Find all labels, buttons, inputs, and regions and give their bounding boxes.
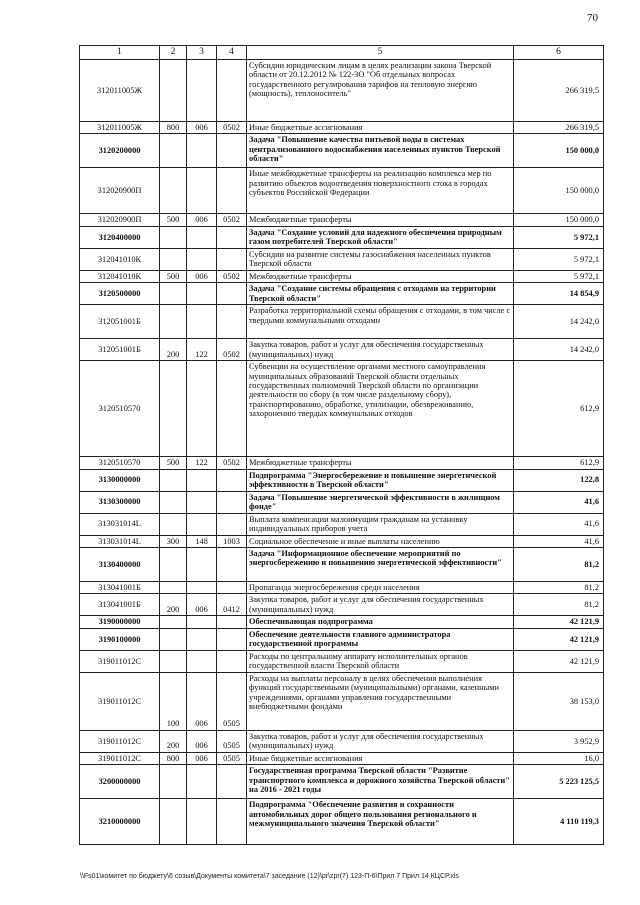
table-row (80, 168, 604, 214)
type-cell: 300 (160, 535, 187, 547)
description-cell: Государственная программа Тверской области "Развитие транспортного комплекса и дорожного хозяйства Тверской области" на 2016 - 2021 годы (247, 765, 514, 799)
table-row (80, 122, 604, 134)
page-number: 70 (587, 12, 598, 24)
section-cell: 0502 (217, 339, 247, 361)
budget-table (79, 45, 604, 845)
type-cell (160, 305, 187, 339)
type-cell (160, 226, 187, 248)
admin-cell: 006 (187, 594, 217, 616)
section-cell: 0505 (217, 730, 247, 752)
section-cell (217, 765, 247, 799)
description-cell: Задача "Информационное обеспечение мероприятий по энергосбережению и повышению энергетической эффективности" (247, 548, 514, 582)
table-row (80, 283, 604, 305)
description-cell: Межбюджетные трансферты (247, 457, 514, 469)
type-cell: 200 (160, 730, 187, 752)
description-cell: Подпрограмма "Энергосбережение и повышение энергетической эффективности в Тверской области" (247, 469, 514, 491)
code-cell: 3190000000 (80, 616, 160, 628)
code-cell: 3130000000 (80, 469, 160, 491)
admin-cell (187, 305, 217, 339)
section-cell: 0502 (217, 457, 247, 469)
header-col-3: 3 (187, 46, 217, 60)
table-row (80, 214, 604, 226)
table-row (80, 361, 604, 457)
type-cell (160, 799, 187, 845)
code-cell: 313041001Б (80, 594, 160, 616)
section-cell (217, 616, 247, 628)
amount-cell: 41,6 (514, 491, 604, 513)
description-cell: Межбюджетные трансферты (247, 270, 514, 282)
section-cell: 0502 (217, 214, 247, 226)
admin-cell (187, 799, 217, 845)
section-cell: 0502 (217, 122, 247, 134)
code-cell: 3120200000 (80, 134, 160, 168)
table-row (80, 582, 604, 594)
table-row (80, 535, 604, 547)
description-cell: Расходы по центральному аппарату исполнительных органов государственной власти Тверской области (247, 650, 514, 672)
description-cell: Подпрограмма "Обеспечение развития и сохранности автомобильных дорог общего пользования регионального и межмуниципального значения Тверской области" (247, 799, 514, 845)
section-cell (217, 650, 247, 672)
type-cell (160, 616, 187, 628)
amount-cell: 14 242,0 (514, 339, 604, 361)
table-row (80, 672, 604, 730)
table-row (80, 650, 604, 672)
description-cell: Расходы на выплаты персоналу в целях обеспечения выполнения функций государственными (муниципальными) органами, казенными учреждениями, органами управления государственными внебюджетными фондами (247, 672, 514, 730)
admin-cell (187, 248, 217, 270)
admin-cell (187, 616, 217, 628)
admin-cell (187, 548, 217, 582)
type-cell: 500 (160, 457, 187, 469)
amount-cell: 150 000,0 (514, 168, 604, 214)
code-cell: 312051001Б (80, 339, 160, 361)
type-cell (160, 582, 187, 594)
type-cell: 200 (160, 339, 187, 361)
description-cell: Закупка товаров, работ и услуг для обеспечения государственных (муниципальных) нужд (247, 730, 514, 752)
code-cell: 3120400000 (80, 226, 160, 248)
section-cell (217, 361, 247, 457)
admin-cell: 122 (187, 457, 217, 469)
type-cell (160, 765, 187, 799)
amount-cell: 150 000,0 (514, 134, 604, 168)
code-cell: 3120500000 (80, 283, 160, 305)
amount-cell: 150 000,0 (514, 214, 604, 226)
code-cell: 3130300000 (80, 491, 160, 513)
type-cell (160, 469, 187, 491)
type-cell (160, 361, 187, 457)
section-cell (217, 226, 247, 248)
type-cell (160, 283, 187, 305)
type-cell (160, 60, 187, 122)
header-col-4: 4 (217, 46, 247, 60)
table-row (80, 305, 604, 339)
description-cell: Межбюджетные трансферты (247, 214, 514, 226)
amount-cell: 122,8 (514, 469, 604, 491)
type-cell: 500 (160, 214, 187, 226)
section-cell: 0502 (217, 270, 247, 282)
description-cell: Выплата компенсации малоимущим гражданам на установку индивидуальных приборов учета (247, 513, 514, 535)
admin-cell (187, 582, 217, 594)
description-cell: Разработка территориальной схемы обращения с отходами, в том числе с твердыми коммунальными отходами (247, 305, 514, 339)
table-row (80, 60, 604, 122)
section-cell (217, 469, 247, 491)
admin-cell (187, 469, 217, 491)
type-cell: 200 (160, 594, 187, 616)
admin-cell: 006 (187, 730, 217, 752)
amount-cell: 3 952,9 (514, 730, 604, 752)
description-cell: Обеспечивающая подпрограмма (247, 616, 514, 628)
admin-cell (187, 361, 217, 457)
code-cell: 319011012С (80, 672, 160, 730)
admin-cell: 006 (187, 214, 217, 226)
code-cell: 319011012С (80, 730, 160, 752)
amount-cell: 41,6 (514, 513, 604, 535)
header-col-2: 2 (160, 46, 187, 60)
admin-cell: 122 (187, 339, 217, 361)
code-cell: 3190100000 (80, 628, 160, 650)
table-row (80, 513, 604, 535)
table-row (80, 799, 604, 845)
admin-cell (187, 60, 217, 122)
type-cell (160, 134, 187, 168)
table-row (80, 248, 604, 270)
type-cell (160, 650, 187, 672)
code-cell: 3210000000 (80, 799, 160, 845)
amount-cell: 16,0 (514, 752, 604, 764)
admin-cell (187, 283, 217, 305)
section-cell (217, 60, 247, 122)
table-row (80, 270, 604, 282)
code-cell: 312011005Ж (80, 122, 160, 134)
code-cell: 312020900П (80, 168, 160, 214)
admin-cell (187, 765, 217, 799)
admin-cell (187, 513, 217, 535)
table-row (80, 469, 604, 491)
description-cell: Обеспечение деятельности главного администратора государственной программы (247, 628, 514, 650)
table-row (80, 226, 604, 248)
amount-cell: 5 972,1 (514, 270, 604, 282)
table-row (80, 548, 604, 582)
code-cell: 312051001Б (80, 305, 160, 339)
section-cell (217, 582, 247, 594)
section-cell (217, 548, 247, 582)
section-cell: 0505 (217, 672, 247, 730)
amount-cell: 81,2 (514, 594, 604, 616)
type-cell: 100 (160, 672, 187, 730)
description-cell: Иные бюджетные ассигнования (247, 752, 514, 764)
table-row (80, 134, 604, 168)
amount-cell: 5 972,1 (514, 248, 604, 270)
amount-cell: 81,2 (514, 582, 604, 594)
table-row (80, 594, 604, 616)
type-cell: 500 (160, 270, 187, 282)
type-cell (160, 548, 187, 582)
admin-cell (187, 226, 217, 248)
code-cell: 3120510570 (80, 457, 160, 469)
code-cell: 312041010К (80, 248, 160, 270)
code-cell: 313041001Б (80, 582, 160, 594)
amount-cell: 612,9 (514, 361, 604, 457)
description-cell: Социальное обеспечение и иные выплаты населению (247, 535, 514, 547)
admin-cell (187, 168, 217, 214)
admin-cell (187, 628, 217, 650)
type-cell (160, 168, 187, 214)
description-cell: Субвенции на осуществление органами местного самоуправления муниципальных образований Тверской области отдельных государственных полномочий Тверской области по организации деятельности по сбору (в том числе раздельному сбору), транспортированию, обработке, утилизации, обезвреживанию, захоронению твердых коммунальных отходов (247, 361, 514, 457)
code-cell: 312020900П (80, 214, 160, 226)
amount-cell: 14 854,9 (514, 283, 604, 305)
header-col-6: 6 (514, 46, 604, 60)
table-row (80, 616, 604, 628)
section-cell (217, 283, 247, 305)
table-row (80, 457, 604, 469)
table-row (80, 628, 604, 650)
section-cell: 1003 (217, 535, 247, 547)
type-cell: 800 (160, 752, 187, 764)
file-path-footer: \\Fs01\комитет по бюджету\6 созыв\Документы комитета\7 заседание (12)\pr\zpr(7) 123-П-6\Прил 7 Прил 14 КЦСР.xls (80, 873, 459, 880)
amount-cell: 266 319,5 (514, 60, 604, 122)
admin-cell: 148 (187, 535, 217, 547)
type-cell: 800 (160, 122, 187, 134)
budget-table-container (79, 45, 603, 845)
description-cell: Субсидии на развитие системы газоснабжения населенных пунктов Тверской области (247, 248, 514, 270)
amount-cell: 41,6 (514, 535, 604, 547)
admin-cell: 006 (187, 122, 217, 134)
header-col-5: 5 (247, 46, 514, 60)
section-cell: 0505 (217, 752, 247, 764)
amount-cell: 81,2 (514, 548, 604, 582)
type-cell (160, 248, 187, 270)
admin-cell (187, 650, 217, 672)
section-cell: 0412 (217, 594, 247, 616)
table-row (80, 765, 604, 799)
code-cell: 312011005Ж (80, 60, 160, 122)
section-cell (217, 799, 247, 845)
description-cell: Задача "Повышение энергетической эффективности в жилищном фонде" (247, 491, 514, 513)
description-cell: Закупка товаров, работ и услуг для обеспечения государственных (муниципальных) нужд (247, 594, 514, 616)
admin-cell (187, 134, 217, 168)
admin-cell: 006 (187, 672, 217, 730)
description-cell: Закупка товаров, работ и услуг для обеспечения государственных (муниципальных) нужд (247, 339, 514, 361)
table-row (80, 752, 604, 764)
section-cell (217, 248, 247, 270)
admin-cell: 006 (187, 752, 217, 764)
amount-cell: 14 242,0 (514, 305, 604, 339)
amount-cell: 42 121,9 (514, 628, 604, 650)
description-cell: Субсидии юридическим лицам в целях реализации закона Тверской области от 20.12.2012 № 122-ЗО "Об отдельных вопросах государственного регулирования тарифов на тепловую энергию (мощность), теплоноситель" (247, 60, 514, 122)
section-cell (217, 491, 247, 513)
code-cell: 3130400000 (80, 548, 160, 582)
table-row (80, 730, 604, 752)
table-row (80, 339, 604, 361)
amount-cell: 266 319,5 (514, 122, 604, 134)
header-col-1: 1 (80, 46, 160, 60)
section-cell (217, 513, 247, 535)
section-cell (217, 168, 247, 214)
amount-cell: 42 121,9 (514, 616, 604, 628)
type-cell (160, 491, 187, 513)
code-cell: 3120510570 (80, 361, 160, 457)
code-cell: 313031014L (80, 535, 160, 547)
description-cell: Задача "Создание условий для надежного обеспечения природным газом потребителей Тверской области" (247, 226, 514, 248)
type-cell (160, 513, 187, 535)
admin-cell (187, 491, 217, 513)
amount-cell: 612,9 (514, 457, 604, 469)
description-cell: Задача "Повышение качества питьевой воды в системах централизованного водоснабжения населенных пунктов Тверской области" (247, 134, 514, 168)
type-cell (160, 628, 187, 650)
amount-cell: 4 110 119,3 (514, 799, 604, 845)
code-cell: 312041010К (80, 270, 160, 282)
amount-cell: 38 153,0 (514, 672, 604, 730)
description-cell: Задача "Создание системы обращения с отходами на территории Тверской области" (247, 283, 514, 305)
description-cell: Иные бюджетные ассигнования (247, 122, 514, 134)
amount-cell: 5 223 125,5 (514, 765, 604, 799)
table-header-row (80, 46, 604, 60)
description-cell: Иные межбюджетные трансферты на реализацию комплекса мер по развитию объектов водоотведения поверхностного стока в городах субъектов Российской Федерации (247, 168, 514, 214)
admin-cell: 006 (187, 270, 217, 282)
section-cell (217, 305, 247, 339)
amount-cell: 5 972,1 (514, 226, 604, 248)
code-cell: 313031014L (80, 513, 160, 535)
table-body (80, 60, 604, 845)
table-row (80, 491, 604, 513)
section-cell (217, 134, 247, 168)
amount-cell: 42 121,9 (514, 650, 604, 672)
code-cell: 3200000000 (80, 765, 160, 799)
description-cell: Пропаганда энергосбережения среди населения (247, 582, 514, 594)
section-cell (217, 628, 247, 650)
code-cell: 319011012С (80, 752, 160, 764)
code-cell: 319011012С (80, 650, 160, 672)
